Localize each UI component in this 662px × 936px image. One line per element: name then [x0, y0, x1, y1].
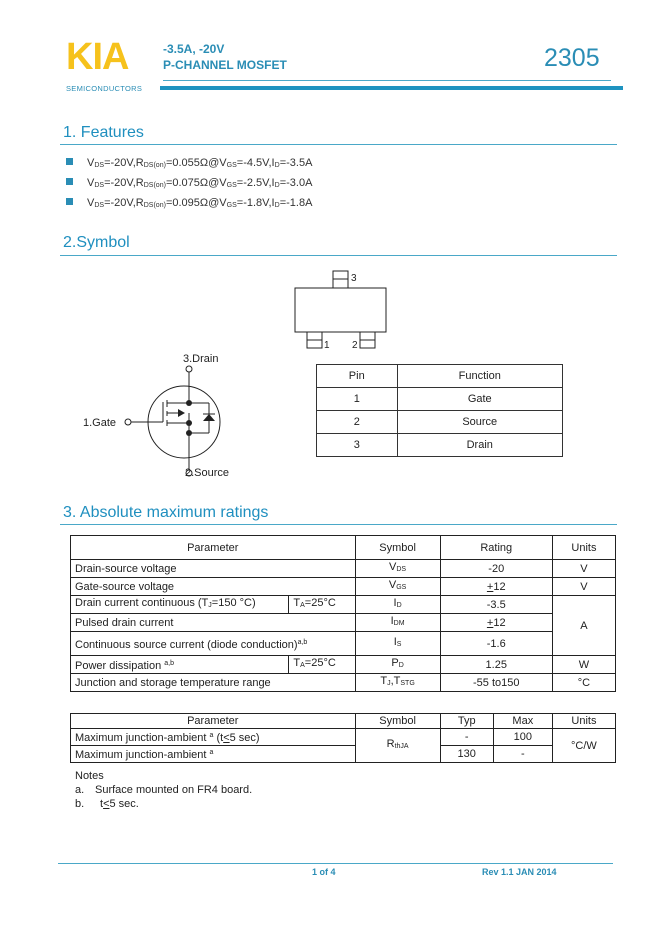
- pin-function: Gate: [397, 388, 563, 411]
- notes-title: Notes: [75, 770, 104, 782]
- feature-item: $V_{DS}=-20V,R_{DS(on)}=0.095\Omega@V_{GS}=-1.8V,I_D=-1.8A$: [66, 197, 312, 209]
- pin-number: 2: [317, 411, 398, 434]
- kia-logo: KIA: [66, 36, 129, 78]
- unit: W: [552, 656, 615, 674]
- header-units: Units: [552, 714, 615, 729]
- note-item: b. t<5 sec.: [75, 798, 139, 810]
- gate-label: 1.Gate: [83, 417, 117, 429]
- table-row: [71, 746, 616, 763]
- table-row: [71, 614, 616, 632]
- footer-divider: [58, 863, 613, 864]
- rating: -1.6: [440, 632, 552, 656]
- table-row: [71, 560, 616, 578]
- header-parameter: Parameter: [71, 536, 356, 560]
- bullet-icon: [66, 158, 73, 165]
- bullet-icon: [66, 178, 73, 185]
- pin-function: Source: [397, 411, 563, 434]
- condition: $T_A=25^\circ C$: [289, 656, 355, 674]
- feature-item: $V_{DS}=-20V,R_{DS(on)}=0.055\Omega@V_{GS}=-4.5V,I_D=-3.5A$: [66, 157, 312, 169]
- header-units: Units: [552, 536, 615, 560]
- table-row: [71, 632, 616, 656]
- table-header-row: [71, 714, 616, 729]
- unit: °C/W: [552, 729, 615, 763]
- header-rating: Rating: [440, 536, 552, 560]
- mosfet-schematic: [75, 345, 255, 485]
- table-row: [71, 729, 616, 746]
- package-outline-diagram: [280, 265, 400, 355]
- pin-3-label: 3: [351, 273, 357, 284]
- typ: -: [440, 729, 493, 746]
- parameter: Maximum junction-ambient $^a$: [71, 746, 356, 763]
- unit: °C: [552, 674, 615, 692]
- table-row: [317, 434, 563, 457]
- source-label: 2.Source: [185, 467, 230, 479]
- pin-number: 1: [317, 388, 398, 411]
- parameter: Pulsed drain current: [71, 614, 356, 632]
- table-row: [71, 674, 616, 692]
- pin-1-label: 1: [324, 340, 330, 351]
- pin-2-label: 2: [352, 340, 358, 351]
- features-divider: [60, 144, 617, 145]
- bullet-icon: [66, 198, 73, 205]
- table-row: [71, 578, 616, 596]
- parameter: Gate-source voltage: [71, 578, 356, 596]
- body-diode: [203, 414, 215, 421]
- table-row: [71, 656, 616, 674]
- features-title: 1. Features: [63, 124, 144, 141]
- parameter: Power dissipation $^{a,b}$: [71, 656, 289, 674]
- header-symbol: Symbol: [355, 536, 440, 560]
- header-divider-thin: [163, 80, 611, 81]
- unit: A: [552, 596, 615, 656]
- symbol: $R_{thJA}$: [355, 729, 440, 763]
- table-row: [71, 596, 616, 614]
- parameter: Drain-source voltage: [71, 560, 356, 578]
- symbol-title: 2.Symbol: [63, 234, 130, 251]
- pin-function-table: [316, 364, 563, 457]
- page-number: 1 of 4: [312, 867, 336, 877]
- header-device-type: P-CHANNEL MOSFET: [163, 58, 287, 72]
- note-item: a. Surface mounted on FR4 board.: [75, 784, 253, 796]
- typ: 130: [440, 746, 493, 763]
- table-row: [317, 411, 563, 434]
- header-symbol: Symbol: [355, 714, 440, 729]
- symbol-divider: [60, 255, 617, 256]
- parameter: Maximum junction-ambient $^a$ (t<5 sec): [71, 729, 356, 746]
- rating: 1.25: [440, 656, 552, 674]
- rating: -3.5: [440, 596, 552, 614]
- header-function: Function: [397, 365, 563, 388]
- rating: +12: [440, 578, 552, 596]
- gate-terminal: [125, 419, 131, 425]
- thermal-resistance-table: [70, 713, 616, 763]
- ratings-title: 3. Absolute maximum ratings: [63, 504, 269, 521]
- logo-subtitle: SEMICONDUCTORS: [66, 84, 143, 93]
- drain-terminal: [186, 366, 192, 372]
- max: -: [493, 746, 552, 763]
- symbol: $V_{GS}$: [355, 578, 440, 596]
- absolute-max-ratings-table: [70, 535, 616, 692]
- symbol: $I_{DM}$: [355, 614, 440, 632]
- channel-arrow: [178, 409, 185, 417]
- header-divider-thick: [160, 86, 623, 90]
- rating: -20: [440, 560, 552, 578]
- symbol: $I_S$: [355, 632, 440, 656]
- header-ratings: -3.5A, -20V: [163, 42, 225, 56]
- max: 100: [493, 729, 552, 746]
- symbol: $V_{DS}$: [355, 560, 440, 578]
- notes-section: [75, 769, 252, 811]
- pin-function: Drain: [397, 434, 563, 457]
- package-body: [295, 288, 386, 332]
- rating: -55 to150: [440, 674, 552, 692]
- table-row: [317, 388, 563, 411]
- symbol: $I_D$: [355, 596, 440, 614]
- condition: $T_A=25^\circ C$: [289, 596, 355, 614]
- ratings-divider: [60, 524, 617, 525]
- symbol: $T_J,T_{STG}$: [355, 674, 440, 692]
- drain-label: 3.Drain: [183, 353, 219, 365]
- header-typ: Typ: [440, 714, 493, 729]
- unit: V: [552, 578, 615, 596]
- table-header-row: [71, 536, 616, 560]
- parameter: Junction and storage temperature range: [71, 674, 356, 692]
- header-parameter: Parameter: [71, 714, 356, 729]
- symbol: $P_D$: [355, 656, 440, 674]
- unit: V: [552, 560, 615, 578]
- table-header-row: [317, 365, 563, 388]
- parameter: Drain current continuous ($T_J=150$ °C): [71, 596, 289, 614]
- pin-number: 3: [317, 434, 398, 457]
- revision: Rev 1.1 JAN 2014: [482, 867, 557, 877]
- rating: +12: [440, 614, 552, 632]
- part-number: 2305: [544, 44, 600, 72]
- parameter: Continuous source current (diode conduction)$^{a,b}$: [71, 632, 356, 656]
- header-pin: Pin: [317, 365, 398, 388]
- header-max: Max: [493, 714, 552, 729]
- feature-item: $V_{DS}=-20V,R_{DS(on)}=0.075\Omega@V_{GS}=-2.5V,I_D=-3.0A$: [66, 177, 312, 189]
